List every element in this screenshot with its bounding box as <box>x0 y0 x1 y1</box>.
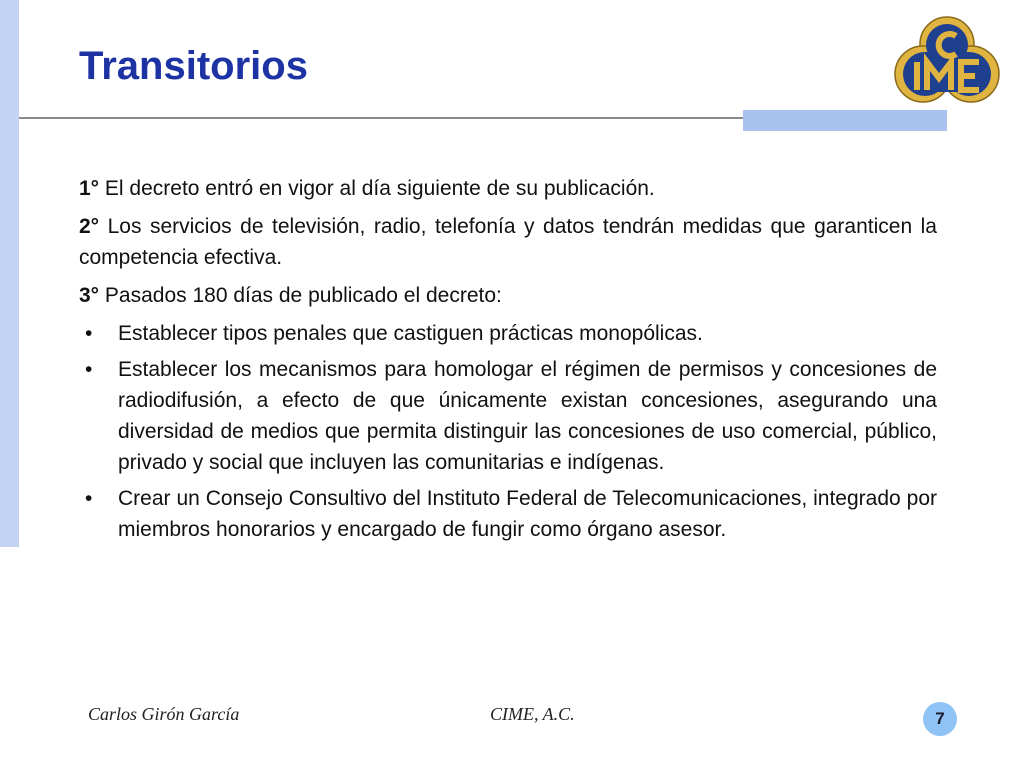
bullet-2-text: Establecer los mecanismos para homologar el régimen de permisos y concesiones de radiodifusión, a efecto de que únicamente existan concesiones, asegurando una diversidad de medios que permita distinguir las concesiones de uso comercial, público, privado y social que incluyen las comunitarias e indígenas. <box>118 358 937 474</box>
item-3-text: Pasados 180 días de publicado el decreto: <box>99 284 502 307</box>
slide-title: Transitorios <box>79 44 308 88</box>
cime-logo <box>893 14 1001 110</box>
item-1 <box>79 173 937 204</box>
item-1-number: 1° <box>79 177 100 200</box>
item-3 <box>79 280 937 311</box>
footer-organization: CIME, A.C. <box>490 704 575 724</box>
bullet-3 <box>79 483 937 545</box>
bullet-2 <box>79 354 937 478</box>
slide-content <box>79 173 937 550</box>
item-2 <box>79 211 937 273</box>
bullet-1-text: Establecer tipos penales que castiguen prácticas monopólicas. <box>118 322 703 345</box>
page-number-badge: 7 <box>923 702 957 736</box>
item-1-text: El decreto entró en vigor al día siguiente de su publicación. <box>99 177 655 200</box>
item-2-text: Los servicios de televisión, radio, telefonía y datos tendrán medidas que garanticen la competencia efectiva. <box>79 215 937 269</box>
accent-block <box>743 110 947 131</box>
bullet-dot: • <box>85 322 93 345</box>
bullet-dot: • <box>85 358 93 381</box>
item-3-number: 3° <box>79 284 100 307</box>
item-2-number: 2° <box>79 215 100 238</box>
bullet-dot: • <box>85 487 93 510</box>
footer-author: Carlos Girón García <box>88 704 240 724</box>
bullet-3-text: Crear un Consejo Consultivo del Instituto Federal de Telecomunicaciones, integrado por miembros honorarios y encargado de fungir como órgano asesor. <box>118 487 937 541</box>
bullet-1 <box>79 318 937 349</box>
left-accent-bar <box>0 0 19 547</box>
